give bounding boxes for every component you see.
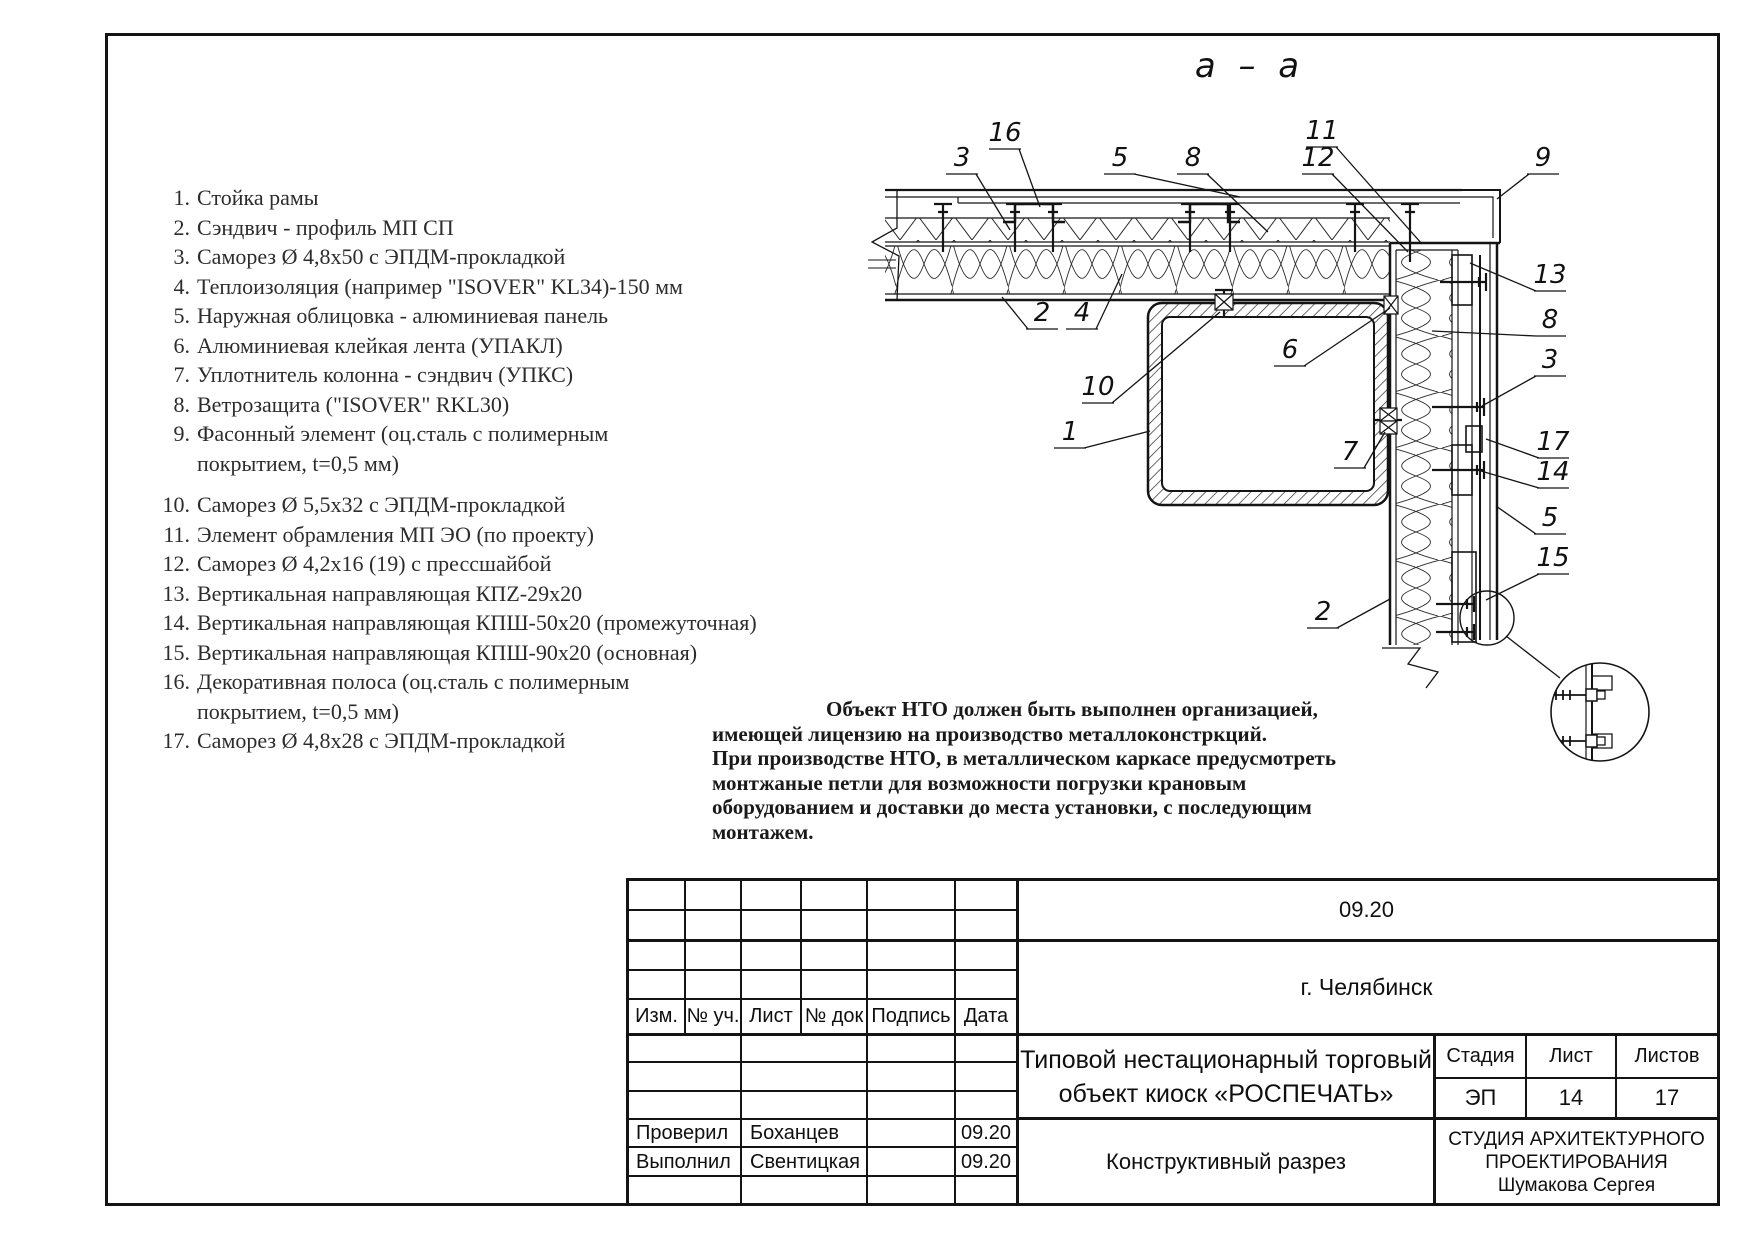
legend-item-text: Теплоизоляция (например "ISOVER" KL34)-150 мм	[197, 273, 683, 299]
callout-label: 7	[1341, 437, 1359, 468]
title-block-line	[684, 878, 686, 1034]
callout-label: 1	[1061, 417, 1079, 448]
stage-label: Стадия	[1446, 1045, 1515, 1067]
drawing-title-cell: Конструктивный разрез	[1106, 1149, 1346, 1174]
stage-value: ЭП	[1464, 1085, 1497, 1110]
row1-name: Боханцев	[750, 1122, 839, 1144]
legend-item-text: Вертикальная направляющая КПШ-50х20 (промежуточная)	[197, 610, 757, 635]
row1-role: Проверил	[636, 1122, 729, 1144]
sheet-value: 14	[1558, 1085, 1584, 1110]
city-cell: г. Челябинск	[1300, 974, 1433, 1000]
title-block-line	[1717, 878, 1720, 1206]
legend-item-text: Уплотнитель колонна - сэндвич (УПКС)	[197, 362, 574, 387]
legend-item-text: Сэндвич - профиль МП СП	[197, 214, 454, 240]
callout-label: 15	[1536, 543, 1570, 574]
col-list: Лист	[749, 1005, 793, 1027]
legend-item-text: покрытием, t=0,5 мм)	[197, 450, 400, 476]
title-block-line	[626, 939, 1720, 942]
title-block-line	[626, 1061, 1016, 1063]
callout-label: 6	[1281, 335, 1299, 366]
callout-label: 8	[1184, 143, 1202, 174]
legend-item-text: Саморез Ø 4,8х50 с ЭПДМ-прокладкой	[197, 244, 566, 269]
title-block-line	[740, 878, 742, 1206]
organization-cell	[1436, 1121, 1717, 1203]
callout-label: 3	[1541, 345, 1559, 376]
title-block-line	[626, 1175, 1016, 1177]
legend-item-text: Саморез Ø 4,8х28 с ЭПДМ-прокладкой	[197, 728, 566, 753]
callout-label: 2	[1033, 298, 1051, 329]
legend-item-number: 9.	[173, 421, 190, 446]
org-line-1: СТУДИЯ АРХИТЕКТУРНОГО	[1448, 1128, 1705, 1150]
sheet-label: Лист	[1549, 1045, 1593, 1067]
org-line-2: ПРОЕКТИРОВАНИЯ	[1485, 1151, 1668, 1173]
callout-label: 14	[1536, 457, 1570, 488]
project-line-1: Типовой нестационарный торговый	[1020, 1045, 1432, 1074]
callout-label: 12	[1301, 143, 1335, 174]
legend-item-text: Фасонный элемент (оц.сталь с полимерным	[197, 421, 609, 446]
note-line: монтжаные петли для возможности погрузки крановым	[712, 770, 1247, 795]
wall-rails	[1452, 255, 1482, 642]
sheets-value: 17	[1654, 1085, 1680, 1110]
col-data: Дата	[963, 1005, 1009, 1027]
col-dok: № док	[804, 1005, 864, 1027]
legend-item-number: 8.	[173, 391, 190, 417]
callout-label: 8	[1541, 305, 1559, 336]
doc-code-cell: 09.20	[1338, 897, 1395, 922]
note-line: При производстве НТО, в металлическом каркасе предусмотреть	[712, 746, 1336, 771]
row2-sign	[869, 1148, 953, 1177]
title-block-line	[626, 1090, 1016, 1092]
legend-item-text: покрытием, t=0,5 мм)	[197, 698, 400, 724]
legend-item-text: Вертикальная направляющая КПШ-90х20 (основная)	[197, 639, 698, 665]
callout-label: 2	[1314, 597, 1332, 628]
col-izm: Изм.	[635, 1005, 678, 1027]
note-line: имеющей лицензию на производство металлоконстркций.	[712, 721, 1267, 746]
callout-label: 5	[1111, 143, 1129, 174]
row1-date: 09.20	[960, 1122, 1012, 1144]
title-block-line	[626, 1146, 1016, 1148]
title-block-line	[626, 909, 1016, 911]
legend-item-number: 16.	[162, 669, 190, 694]
row2-name: Свентицкая	[750, 1151, 860, 1173]
legend-item-number: 17.	[162, 728, 190, 753]
col-podpis: Подпись	[871, 1005, 951, 1027]
legend-item-number: 11.	[163, 521, 190, 547]
note-line: оборудованием и доставки до места установки, с последующим	[712, 795, 1312, 820]
legend-item-number: 1.	[173, 185, 190, 210]
project-name-cell	[1019, 1036, 1433, 1117]
legend-item-number: 2.	[173, 214, 190, 240]
title-block	[626, 878, 1720, 1206]
title-block-line	[1016, 878, 1019, 1206]
callout-label: 4	[1073, 298, 1091, 329]
sheets-label: Листов	[1634, 1045, 1700, 1067]
title-block-line	[1016, 1117, 1720, 1120]
row1-sign	[869, 1119, 953, 1148]
org-line-3: Шумакова Сергея	[1497, 1174, 1656, 1196]
callout-label: 17	[1536, 427, 1570, 458]
title-block-line	[626, 1118, 1016, 1120]
legend-item-text: Саморез Ø 5,5х32 с ЭПДМ-прокладкой	[197, 492, 566, 517]
title-block-line	[1433, 1077, 1720, 1079]
detail-circle	[1551, 646, 1649, 774]
legend-item-number: 13.	[162, 580, 190, 606]
title-block-line	[866, 878, 868, 1206]
legend-item-number: 7.	[173, 362, 190, 387]
legend-item-number: 15.	[162, 639, 190, 665]
title-block-line	[626, 998, 1016, 1000]
legend-item-text: Элемент обрамления МП ЭО (по проекту)	[197, 521, 594, 547]
legend-item-text: Декоративная полоса (оц.сталь с полимерным	[197, 669, 630, 694]
title-block-line	[1525, 1033, 1527, 1119]
legend-item-text: Наружная облицовка - алюминиевая панель	[197, 303, 609, 328]
row2-date: 09.20	[960, 1151, 1012, 1173]
col-uch: № уч.	[686, 1005, 740, 1027]
callout-label: 11	[1305, 116, 1339, 147]
legend-item-number: 5.	[173, 303, 190, 328]
title-block-line	[626, 878, 629, 1206]
note-line: Объект НТО должен быть выполнен организацией,	[826, 697, 1318, 721]
legend-item-number: 10.	[162, 492, 190, 517]
legend-item-number: 4.	[173, 273, 190, 299]
legend-item-text: Стойка рамы	[197, 185, 319, 210]
legend-item-number: 12.	[162, 551, 190, 576]
legend-item-text: Ветрозащита ("ISOVER" RKL30)	[197, 391, 510, 417]
title-block-line	[954, 878, 956, 1206]
title-block-line	[626, 1033, 1720, 1036]
title-block-line	[626, 878, 1720, 881]
legend-item-number: 14.	[162, 610, 190, 635]
legend-item-text: Вертикальная направляющая КПZ-29х20	[197, 580, 583, 606]
callout-label: 13	[1533, 260, 1567, 291]
legend-item-number: 6.	[173, 332, 190, 358]
title-block-line	[626, 1203, 1720, 1206]
callout-label: 10	[1081, 372, 1115, 403]
row2-role: Выполнил	[636, 1151, 731, 1173]
title-block-line	[626, 969, 1016, 971]
callout-label: 3	[953, 143, 971, 174]
title-block-line	[800, 878, 802, 1034]
section-title: а – а	[1194, 46, 1306, 86]
legend-item-number: 3.	[173, 244, 190, 269]
legend-item-text: Алюминиевая клейкая лента (УПАКЛ)	[197, 332, 563, 358]
callout-label: 16	[988, 118, 1022, 149]
callout-label: 9	[1534, 143, 1552, 174]
project-line-2: объект киоск «РОСПЕЧАТЬ»	[1058, 1079, 1394, 1108]
title-block-line	[1615, 1033, 1617, 1119]
callout-label: 5	[1541, 503, 1559, 534]
legend-item-text: Саморез Ø 4,2х16 (19) с прессшайбой	[197, 551, 552, 576]
note-line: монтажем.	[712, 819, 814, 844]
